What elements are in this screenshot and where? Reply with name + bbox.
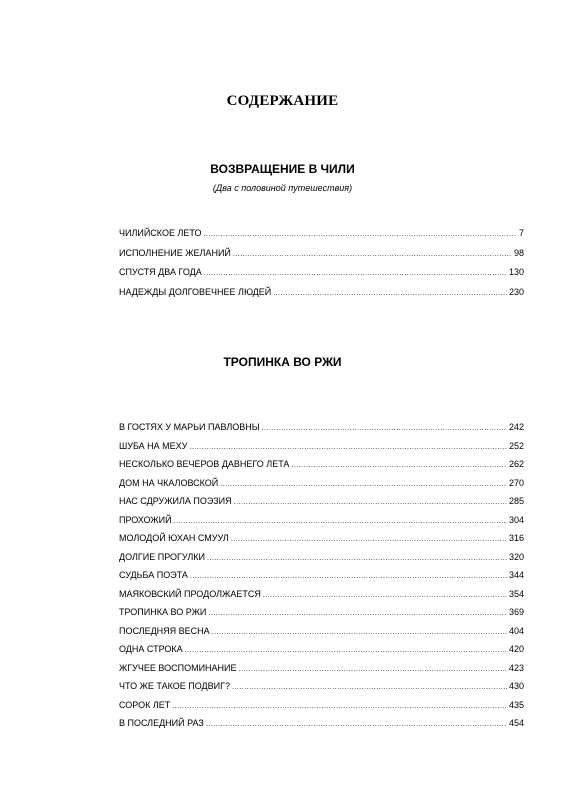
toc-page-number: 130 [508,267,524,277]
toc-entry [119,422,524,441]
toc-entry [119,589,524,608]
dot-leader [233,250,512,260]
toc-entry-title: ЧТО ЖЕ ТАКОЕ ПОДВИГ? [119,681,230,691]
dot-leader [203,230,517,240]
toc-entry-title: ЖГУЧЕЕ ВОСПОМИНАНИЕ [119,662,237,673]
toc-page-number: 430 [508,681,524,691]
toc-entry-title: ОДНА СТРОКА [119,644,183,654]
toc-entry [119,496,524,515]
toc-entry [119,478,524,497]
toc-page-number: 354 [508,588,524,599]
dot-leader [189,443,507,453]
toc-entry-title: ДОЛГИЕ ПРОГУЛКИ [119,551,205,562]
toc-entry [119,228,524,248]
section-subtitle: (Два с половиной путешествия) [212,183,353,193]
toc-entry-title: НАДЕЖДЫ ДОЛГОВЕЧНЕЕ ЛЮДЕЙ [119,286,272,297]
toc-page-number: 435 [508,699,524,710]
toc-page-number: 230 [508,286,524,297]
section-title: ТРОПИНКА ВО РЖИ [223,355,342,369]
toc-page-number: 344 [508,570,524,580]
toc-entry-title: НАС СДРУЖИЛА ПОЭЗИЯ [119,496,232,506]
toc-entry [119,607,524,626]
toc-page-number: 404 [508,625,524,636]
dot-leader [190,572,507,582]
toc-entry-title: МОЛОДОЙ ЮХАН СМУУЛ [119,533,229,543]
toc-entry-title: В ГОСТЯХ У МАРЬИ ПАВЛОВНЫ [119,422,260,432]
toc-entry-title: СПУСТЯ ДВА ГОДА [119,267,202,277]
toc-entry [119,570,524,589]
dot-leader [291,461,507,471]
dot-leader [185,646,507,656]
toc-entry-title: СОРОК ЛЕТ [119,699,171,710]
toc-list [119,422,524,737]
toc-entry [119,459,524,478]
section-title: ВОЗВРАЩЕНИЕ В ЧИЛИ [210,162,355,176]
dot-leader [263,591,507,601]
toc-entry [119,248,524,268]
toc-entry [119,287,524,307]
toc-page-number: 304 [508,514,524,525]
dot-leader [231,535,507,545]
dot-leader [172,702,507,712]
toc-entry-title: СУДЬБА ПОЭТА [119,570,188,580]
dot-leader [232,683,507,693]
toc-entry [119,700,524,719]
toc-entry [119,663,524,682]
dot-leader [174,517,507,527]
page-title: СОДЕРЖАНИЕ [226,93,339,109]
toc-page-number: 98 [513,247,524,258]
dot-leader [234,498,507,508]
toc-entry-title: ШУБА НА МЕХУ [119,440,188,451]
dot-leader [204,269,507,279]
toc-entry-title: В ПОСЛЕДНИЙ РАЗ [119,718,204,728]
dot-leader [206,720,507,730]
toc-page-number: 369 [508,607,524,617]
toc-entry [119,533,524,552]
dot-leader [208,609,507,619]
toc-entry [119,626,524,645]
toc-page-number: 262 [508,459,524,469]
dot-leader [239,665,507,675]
toc-entry-title: ПОСЛЕДНЯЯ ВЕСНА [119,625,210,636]
toc-entry [119,552,524,571]
toc-entry-title: ИСПОЛНЕНИЕ ЖЕЛАНИЙ [119,247,231,258]
toc-entry [119,441,524,460]
dot-leader [207,554,507,564]
toc-entry [119,681,524,700]
toc-page-number: 423 [508,662,524,673]
toc-page-number: 316 [508,533,524,543]
toc-entry [119,515,524,534]
toc-page-number: 320 [508,551,524,562]
toc-page-number: 242 [508,422,524,432]
toc-entry-title: ЧИЛИЙСКОЕ ЛЕТО [119,228,202,238]
toc-entry-title: ДОМ НА ЧКАЛОВСКОЙ [119,477,219,488]
dot-leader [273,289,507,299]
toc-page-number: 270 [508,477,524,488]
toc-page-number: 7 [518,228,524,238]
toc-page-number: 285 [508,496,524,506]
dot-leader [220,480,507,490]
toc-entry [119,718,524,737]
toc-page-number: 252 [508,440,524,451]
toc-entry-title: ТРОПИНКА ВО РЖИ [119,607,207,617]
toc-entry [119,644,524,663]
dot-leader [262,424,507,434]
toc-entry-title: НЕСКОЛЬКО ВЕЧЕРОВ ДАВНЕГО ЛЕТА [119,459,290,469]
toc-list [119,228,524,306]
toc-entry-title: МАЯКОВСКИЙ ПРОДОЛЖАЕТСЯ [119,588,261,599]
toc-page-number: 454 [508,718,524,728]
dot-leader [212,628,507,638]
toc-page-number: 420 [508,644,524,654]
toc-entry-title: ПРОХОЖИЙ [119,514,172,525]
toc-entry [119,267,524,287]
